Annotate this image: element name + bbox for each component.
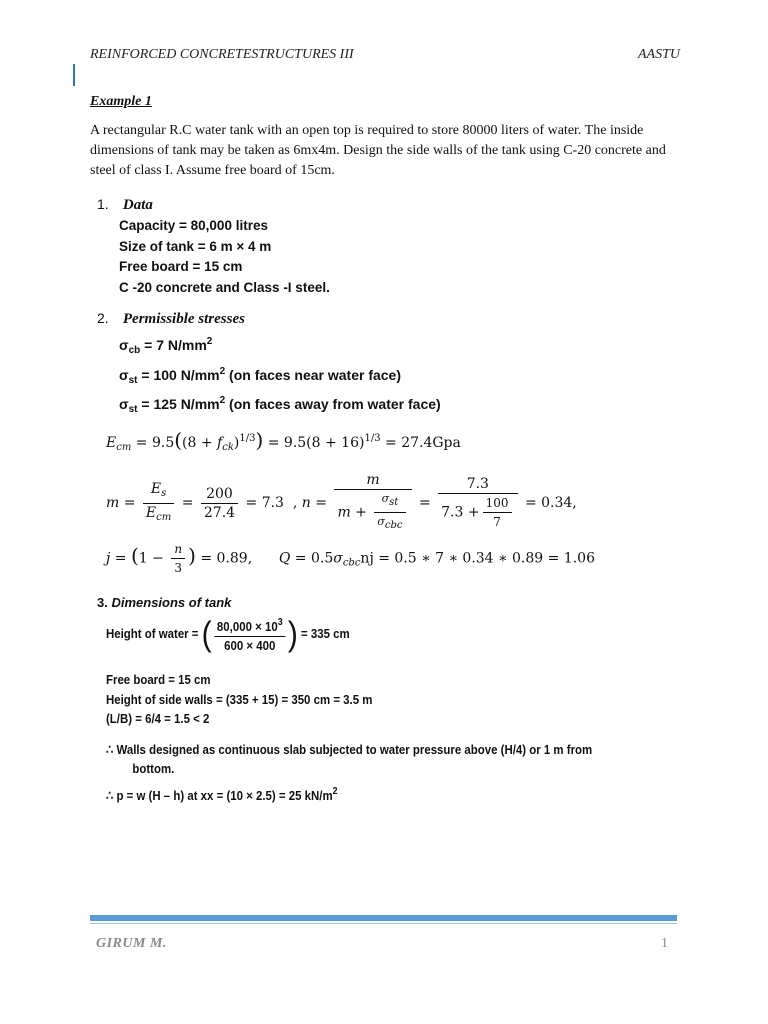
problem-statement: A rectangular R.C water tank with an open top is required to store 80000 liters of water. The inside dimensions of tank may be taken as 6mx4m. Design the side walls of the tank using C-20 concrete and steel of class I. Assume free board of 15cm. <box>90 123 666 178</box>
header-institution: AASTU <box>638 47 680 62</box>
walls-statement <box>106 740 592 778</box>
section-number: 1. <box>97 196 109 212</box>
section-number: 2. <box>97 310 109 326</box>
walls-line-2: bottom. <box>132 761 175 776</box>
footer-rule-thin <box>90 923 677 924</box>
pressure-statement: ∴ p = w (H – h) at xx = (10 × 2.5) = 25 $kN/m^2$ <box>106 786 338 803</box>
page-number: 1 <box>661 936 668 951</box>
footer-author: GIRUM M. <box>96 936 167 951</box>
section-stresses-heading <box>97 310 245 328</box>
stress-line-st-near: $\sigma_{st} = 100$ $N/mm^2$ (on faces near water face) <box>119 365 402 386</box>
formula-m-n: m = $\frac{E_s}{E_{cm}}$ = $\frac{200}{27.4}$ = 7.3 , n = m m + $\frac{\text{σst}}{\text{σcbc}}$ = 7.3 7.3 + $\frac{100}{7}$ = 0.34, <box>106 472 577 531</box>
footer-rule <box>90 915 677 921</box>
walls-line-1: ∴ Walls designed as continuous slab subjected to water pressure above (H/4) or 1 m from <box>106 742 593 757</box>
data-line-freeboard: Free board = 15 cm <box>119 259 243 274</box>
stress-line-cb: $\sigma_{cb} = 7$ $N/mm^2$ <box>119 336 213 356</box>
section-title: Data <box>122 197 153 213</box>
header-course-title: REINFORCED CONCRETESTRUCTURES III <box>90 47 354 62</box>
data-line-materials: C -20 concrete and Class -I steel. <box>119 279 330 295</box>
stress-list <box>119 332 441 421</box>
dimensions-list <box>106 670 409 729</box>
data-list <box>119 216 330 298</box>
data-line-capacity: Capacity = 80,000 litres <box>119 218 268 233</box>
text-cursor <box>73 64 75 86</box>
stress-line-st-away: $\sigma_{st} = 125$ $N/mm^2$ (on faces away from water face) <box>119 395 441 415</box>
data-line-size: Size of tank = 6 m × 4 m <box>119 238 272 254</box>
formula-ecm: $E_{cm} = 9.5((8 + f_{ck})^{1/3}) = 9.5(8 + 16)^{1/3} = 27.4Gpa$ <box>106 428 461 453</box>
dim-line-freeboard: Free board = 15 cm <box>106 672 211 687</box>
section-dimensions-heading <box>97 594 231 610</box>
formula-j-q: j = (1 − $\frac{n}{3}$ ) = 0.89, $Q = 0.5\sigma_{cbc}nj = 0.5$ ∗ 7 ∗ 0.34 ∗ 0.89 = 1.06 <box>106 542 595 575</box>
section-data-heading <box>97 196 153 214</box>
section-title: Permissible stresses <box>122 311 245 327</box>
height-of-water: Height of water = ( $\frac{80,000 \times 10^3}{600 \times 400}$ ) = 335 cm <box>106 615 350 654</box>
section-number: 3. <box>97 595 108 610</box>
example-title: Example 1 <box>90 94 152 109</box>
dim-line-wall-height: Height of side walls = (335 + 15) = 350 cm = 3.5 m <box>106 691 373 707</box>
dim-line-ratio: (L/B) = 6/4 = 1.5 < 2 <box>106 711 210 726</box>
section-title: Dimensions of tank <box>111 595 232 610</box>
